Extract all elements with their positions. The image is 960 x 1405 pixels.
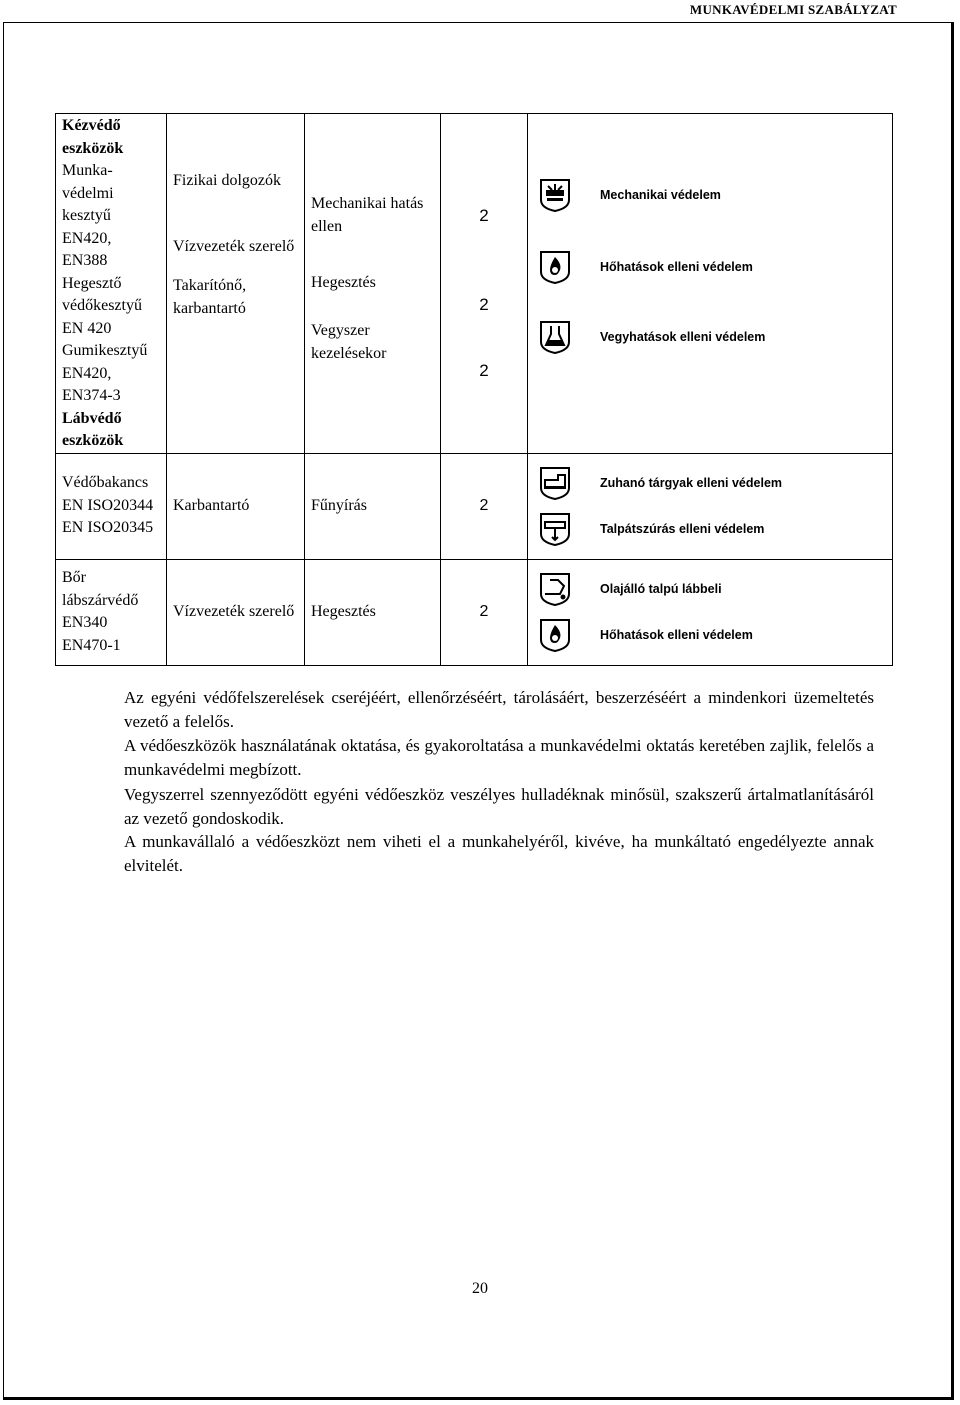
worker-role: Vízvezeték szerelő [167, 559, 305, 665]
pictogram-cell [528, 114, 893, 454]
table-row [56, 559, 893, 665]
equipment-text: Gumikesztyű [62, 342, 148, 359]
pictogram-label: Hőhatások elleni védelem [600, 259, 753, 274]
pictogram-label: Hőhatások elleni védelem [600, 627, 753, 642]
falling-objects-icon [538, 466, 572, 500]
worker-cell [167, 114, 305, 454]
equipment-cell [56, 114, 167, 454]
body-paragraph: Az egyéni védőfelszerelések cseréjéért, ellenőrzéséért, tárolásáért, beszerzéséért a mindenkori üzemeltetés vezető a felelős. [124, 688, 874, 731]
hazard-text: Hegesztés [311, 273, 376, 291]
equipment-text: kesztyű [62, 207, 111, 224]
equipment-text: EN ISO20344 [62, 496, 154, 514]
pictogram-label: Vegyhatások elleni védelem [600, 329, 766, 344]
hazard-text: Hegesztés [305, 559, 441, 665]
equipment-text: EN470-1 [62, 636, 121, 654]
protection-category: 2 [479, 361, 489, 380]
pictogram-label: Talpátszúrás elleni védelem [600, 521, 765, 536]
body-paragraph: A munkavállaló a védőeszközt nem viheti el a munkahelyéről, kivéve, ha munkáltató engedélyezte annak elvitelét. [124, 832, 874, 875]
heat-protection-icon [538, 618, 572, 652]
hazard-cell [305, 114, 441, 454]
worker-role: Takarítónő, karbantartó [173, 277, 247, 317]
worker-role: Fizikai dolgozók [173, 172, 281, 190]
worker-role: Karbantartó [167, 453, 305, 559]
pictogram-cell [528, 559, 893, 665]
equipment-text: Hegesztő [62, 274, 122, 292]
equipment-text: EN420, [62, 229, 112, 247]
sole-puncture-icon [538, 512, 572, 546]
hazard-text: Vegyszer kezelésekor [311, 322, 387, 362]
equipment-text: védőkesztyű [62, 297, 142, 314]
worker-role: Vízvezeték szerelő [173, 238, 295, 256]
pictogram-label: Mechanikai védelem [600, 187, 721, 202]
equipment-text: lábszárvédő [62, 591, 139, 609]
equipment-text: Munka- [62, 162, 113, 179]
mechanical-protection-icon [538, 178, 572, 212]
oil-resistant-sole-icon [538, 572, 572, 606]
equipment-text: Bőr [62, 569, 86, 586]
equipment-text: EN340 [62, 614, 108, 631]
equipment-text: EN 420 [62, 319, 112, 337]
protection-category: 2 [441, 559, 528, 665]
protection-category: 2 [479, 206, 489, 225]
hazard-text: Fűnyírás [305, 453, 441, 559]
category-heading: Lábvédő [62, 409, 122, 427]
protection-category: 2 [479, 295, 489, 314]
pictogram-label: Zuhanó tárgyak elleni védelem [600, 475, 783, 490]
protection-category: 2 [441, 453, 528, 559]
category-heading: eszközök [62, 432, 124, 449]
heat-protection-icon [538, 250, 572, 284]
equipment-text: EN374-3 [62, 387, 121, 404]
category-heading: eszközök [62, 139, 124, 157]
equipment-text: Védőbakancs [62, 474, 149, 492]
chemical-protection-icon [538, 320, 572, 354]
equipment-text: EN388 [62, 252, 108, 269]
category-heading: Kézvédő [62, 117, 121, 134]
equipment-cell [56, 453, 167, 559]
category-number-cell [441, 114, 528, 454]
page-header: MUNKAVÉDELMI SZABÁLYZAT [689, 2, 897, 17]
equipment-cell [56, 559, 167, 665]
equipment-text: EN420, [62, 364, 112, 382]
page-number: 20 [472, 1280, 488, 1297]
table-row [56, 114, 893, 454]
ppe-table [55, 113, 893, 666]
table-row [56, 453, 893, 559]
body-paragraph: A védőeszközök használatának oktatása, és gyakoroltatása a munkavédelmi oktatás keretében zajlik, felelős a munkavédelmi megbízott. [124, 736, 874, 779]
pictogram-label: Olajálló talpú lábbeli [600, 581, 722, 596]
hazard-text: Mechanikai hatás ellen [311, 195, 424, 235]
equipment-text: védelmi [62, 184, 114, 202]
body-paragraph: Vegyszerrel szennyeződött egyéni védőeszköz veszélyes hulladéknak minősül, szakszerű ártalmatlanításáról az vezető gondoskodik. [124, 785, 874, 828]
pictogram-cell [528, 453, 893, 559]
equipment-text: EN ISO20345 [62, 519, 154, 537]
